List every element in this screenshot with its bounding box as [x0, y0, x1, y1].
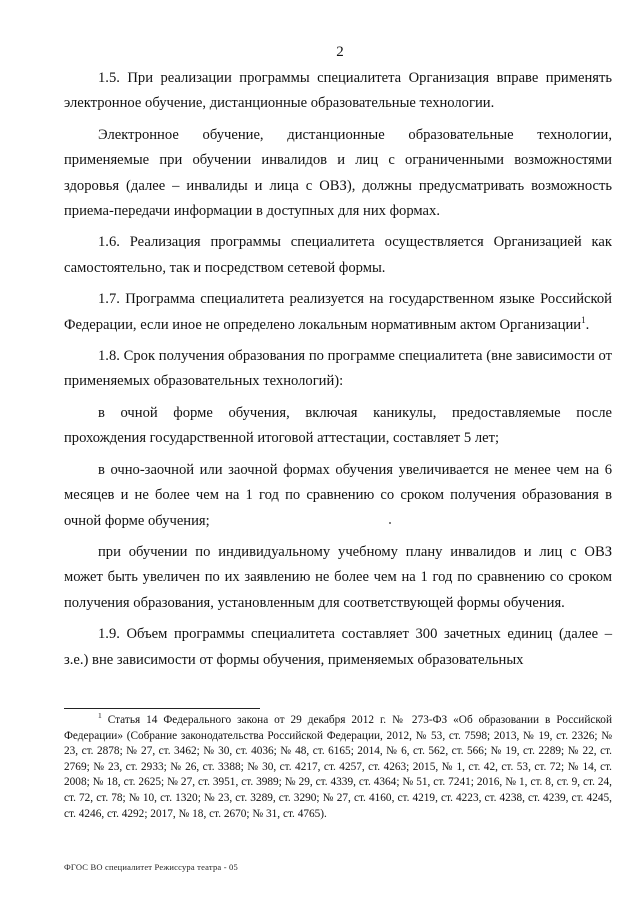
paragraph-distance-learning: Электронное обучение, дистанционные образовательные технологии, применяемые при обучении инвалидов и лиц с ограниченными возможностями здоровья (далее – инвалиды и лица с ОВЗ), должны предусматривать возможность приема-передачи информации в доступных для них формах.: [64, 126, 612, 220]
footnote-text: Статья 14 Федерального закона от 29 декабря 2012 г. № 273-ФЗ «Об образовании в Российской Федерации» (Собрание законодательства Российской Федерации, 2012, № 53, ст. 7598; 2013, № 19, ст. 2326; № 23, ст. 2878; № 27, ст. 3462; № 30, ст. 4036; № 48, ст. 6165; 2014, № 6, ст. 562, ст. 566; № 19, ст. 2289; № 22, ст. 2769; № 23, ст. 2933; № 26, ст. 3388; № 30, ст. 4217, ст. 4257, ст. 4263; 2015, № 1, ст. 42, ст. 53, ст. 72; № 14, ст. 2008; № 18, ст. 2625; № 27, ст. 3951, ст. 3989; № 29, ст. 4339, ст. 4364; № 51, ст. 7241; 2016, № 1, ст. 8, ст. 9, ст. 24, ст. 72, ст. 78; № 10, ст. 1320; № 23, ст. 3289, ст. 3290; № 27, ст. 4160, ст. 4219, ст. 4223, ст. 4238, ст. 4239, ст. 4245, ст. 4246, ст. 4292; 2017, № 18, ст. 2670; № 31, ст. 4765).: [64, 714, 613, 820]
footnote: [64, 713, 612, 822]
paragraph-1-6: 1.6. Реализация программы специалитета осуществляется Организацией как самостоятельно, так и посредством сетевой формы.: [64, 234, 612, 276]
paragraph-individual-plan: при обучении по индивидуальному учебному плану инвалидов и лиц с ОВЗ может быть увеличен по их заявлению не более чем на 1 год по сравнению со сроком получения образования, установленным для соответствующей формы обучения.: [64, 543, 612, 611]
page-footer: ФГОС ВО специалитет Режиссура театра - 05: [64, 862, 238, 872]
paragraph-1-7: [64, 287, 612, 338]
footnote-separator: [64, 708, 260, 709]
body-text: [64, 66, 612, 679]
paragraph-part-time: в очно-заочной или заочной формах обучения увеличивается не менее чем на 6 месяцев и не более чем на 1 год по сравнению со сроком получения образования в очной форме обучения;: [64, 461, 612, 529]
scan-speck: [389, 522, 391, 524]
paragraph-1-9: 1.9. Объем программы специалитета составляет 300 зачетных единиц (далее – з.е.) вне зависимости от формы обучения, применяемых образовательных: [64, 626, 612, 668]
footnote-reference: 1: [581, 314, 586, 325]
page-number: 2: [336, 44, 344, 60]
footnote-marker: 1: [98, 711, 102, 721]
paragraph-full-time: в очной форме обучения, включая каникулы, предоставляемые после прохождения государственной итоговой аттестации, составляет 5 лет;: [64, 404, 612, 447]
paragraph-1-8: 1.8. Срок получения образования по программе специалитета (вне зависимости от применяемых образовательных технологий):: [64, 348, 612, 390]
footnote-paragraph: [64, 713, 612, 822]
paragraph-1-7-text: 1.7. Программа специалитета реализуется на государственном языке Российской Федерации, если иное не определено локальным нормативным актом Организации: [64, 291, 612, 333]
paragraph-1-5: 1.5. При реализации программы специалитета Организация вправе применять электронное обучение, дистанционные образовательные технологии.: [64, 70, 612, 112]
paragraph-1-7-end: .: [585, 316, 590, 333]
